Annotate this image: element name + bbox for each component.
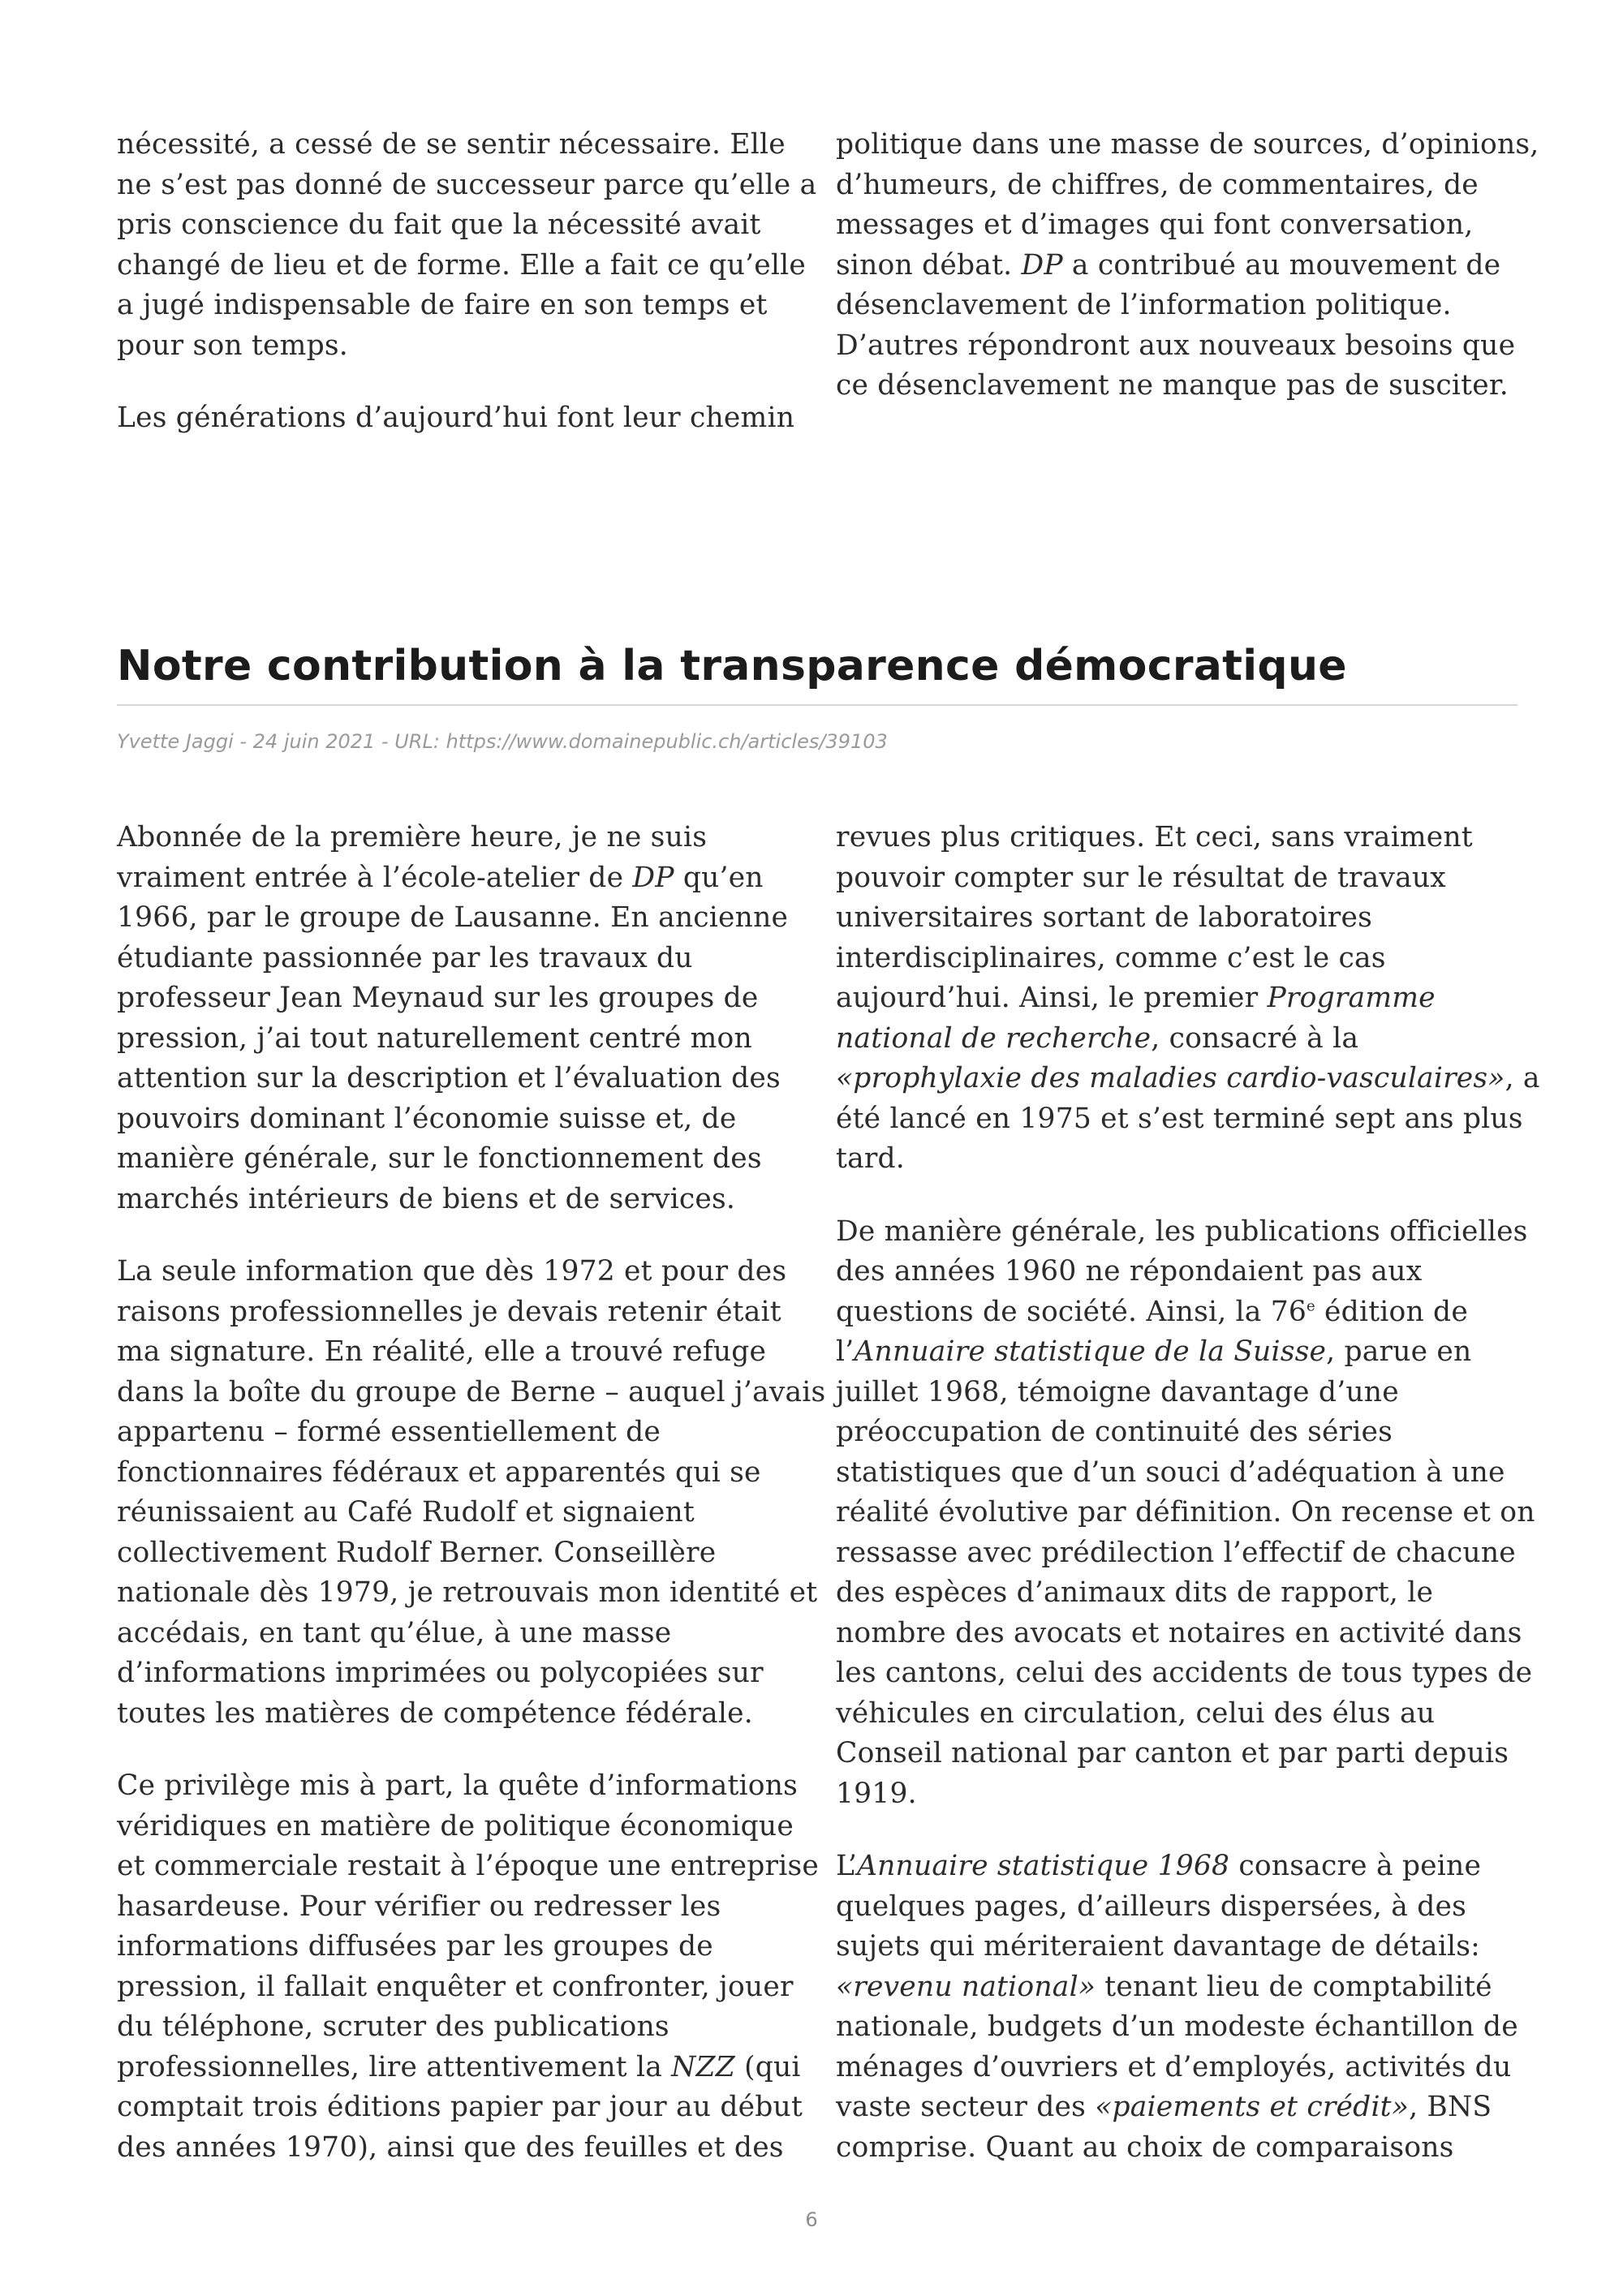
text-line: Abonnée de la première heure, je ne suis [117, 821, 708, 853]
text-line: pouvoir compter sur le résultat de travaux [836, 861, 1446, 894]
publication-name: Annuaire statistique de la Suisse [854, 1335, 1327, 1368]
text-line: d’humeurs, de chiffres, de commentaires, de [836, 168, 1479, 201]
text-line [836, 246, 1501, 286]
text-line: été lancé en 1975 et s’est terminé sept ans plus [836, 1102, 1523, 1135]
paragraph [836, 125, 1539, 406]
text-line: des espèces d’animaux dits de rapport, le [836, 1576, 1434, 1609]
text-run: aujourd’hui. Ainsi, le premier [836, 982, 1268, 1014]
text-line: De manière générale, les publications officielles [836, 1215, 1528, 1248]
title-divider [117, 704, 1518, 706]
previous-article-left-column [117, 125, 817, 439]
text-run: consacre à peine [1229, 1850, 1482, 1882]
text-line: sujets qui mériteraient davantage de détails: [836, 1930, 1481, 1963]
text-line: appartenu – formé essentiellement de [117, 1416, 661, 1448]
text-run: tenant lieu de comptabilité [1096, 1970, 1492, 2003]
text-line: pris conscience du fait que la nécessité avait [117, 209, 761, 241]
publication-name-dp: DP [632, 861, 674, 894]
text-line: nécessité, a cessé de se sentir nécessaire. Elle [117, 128, 786, 161]
text-line: nationale, budgets d’un modeste échantillon de [836, 2010, 1518, 2043]
text-line: désenclavement de l’information politique. [836, 289, 1452, 321]
quoted-term: «revenu national» [836, 1970, 1096, 2003]
previous-article-right-column [836, 125, 1539, 406]
text-line [836, 1292, 1501, 1333]
paragraph [117, 818, 789, 1219]
text-line: 1966, par le groupe de Lausanne. En ancienne [117, 901, 789, 934]
text-line: des années 1970), ainsi que des feuilles et des [117, 2130, 784, 2164]
text-run: a contribué au mouvement de [1071, 248, 1501, 282]
text-line: professeur Jean Meynaud sur les groupes de [117, 982, 759, 1014]
text-line: véhicules en circulation, celui des élus au [836, 1696, 1436, 1730]
text-line: marchés intérieurs de biens et de services. [117, 1182, 736, 1215]
text-run: l’ [836, 1335, 855, 1368]
text-run: , parue en [1326, 1335, 1472, 1368]
text-line: tard. [836, 1142, 905, 1175]
text-line: des années 1960 ne répondaient pas aux [836, 1255, 1423, 1288]
text-line: ne s’est pas donné de successeur parce qu’elle a [117, 168, 817, 201]
text-line: toutes les matières de compétence fédérale. [117, 1696, 753, 1730]
text-line [117, 858, 782, 899]
text-line [836, 978, 1501, 1019]
text-line: ma signature. En réalité, elle a trouvé refuge [117, 1335, 767, 1368]
text-line: ménages d’ouvriers et d’employés, activités du [836, 2050, 1512, 2083]
text-line: changé de lieu et de forme. Elle a fait ce qu’elle [117, 248, 807, 282]
text-line: du téléphone, scruter des publications [117, 2010, 669, 2043]
text-line [836, 1847, 1501, 1887]
text-line: réunissaient au Café Rudolf et signaient [117, 1496, 695, 1529]
text-line: pour son temps. [117, 329, 348, 362]
text-line: nationale dès 1979, je retrouvais mon identité et [117, 1576, 818, 1609]
text-line: juillet 1968, témoigne davantage d’une [836, 1375, 1399, 1408]
text-line [836, 1332, 1501, 1373]
program-topic: «prophylaxie des maladies cardio-vasculaires» [836, 1062, 1505, 1094]
text-line: raisons professionnelles je devais retenir était [117, 1295, 781, 1328]
text-line: pression, j’ai tout naturellement centré mon [117, 1021, 752, 1055]
text-line: statistiques que d’un souci d’adéquation à une [836, 1455, 1505, 1489]
text-line: manière générale, sur le fonctionnement des [117, 1142, 762, 1175]
text-run: vaste secteur des [836, 2091, 1096, 2123]
text-line: universitaires sortant de laboratoires [836, 901, 1372, 934]
text-line: informations diffusées par les groupes de [117, 1930, 713, 1963]
text-line: Conseil national par canton et par parti depuis [836, 1737, 1509, 1769]
text-run: , BNS [1409, 2091, 1492, 2123]
superscript: e [1307, 1297, 1315, 1314]
text-line: nombre des avocats et notaires en activité dans [836, 1616, 1522, 1649]
paragraph [836, 1212, 1535, 1815]
text-line: pression, il fallait enquêter et confronter, jouer [117, 1970, 794, 2003]
text-line: et commerciale restait à l’époque une entreprise [117, 1850, 819, 1882]
text-line: hasardeuse. Pour vérifier ou redresser les [117, 1890, 721, 1923]
text-line: attention sur la description et l’évaluation des [117, 1062, 781, 1094]
text-run: édition de [1315, 1295, 1468, 1328]
text-line: les cantons, celui des accidents de tous types de [836, 1657, 1533, 1689]
text-line [117, 2048, 801, 2088]
text-line: comprise. Quant au choix de comparaisons [836, 2130, 1454, 2164]
paragraph [117, 125, 817, 366]
paragraph [836, 1847, 1518, 2168]
article-title: Notre contribution à la transparence démocratique [117, 642, 1347, 690]
paragraph [117, 1252, 826, 1734]
text-line: ressasse avec prédilection l’effectif de chacune [836, 1536, 1516, 1569]
text-line [836, 1059, 1540, 1099]
text-run: , consacré à la [1151, 1021, 1359, 1055]
article-meta: Yvette Jaggi - 24 juin 2021 - URL: https://www.domainepublic.ch/articles/39103 [117, 730, 888, 753]
text-line: d’informations imprimées ou polycopiées sur [117, 1657, 764, 1689]
text-line: 1919. [836, 1777, 917, 1810]
publication-name-nzz: NZZ [671, 2050, 735, 2083]
text-line: réalité évolutive par définition. On recense et on [836, 1496, 1535, 1529]
text-line: Les générations d’aujourd’hui font leur chemin [117, 402, 795, 434]
text-line: a jugé indispensable de faire en son temps et [117, 289, 768, 321]
text-line: Ce privilège mis à part, la quête d’informations [117, 1769, 799, 1802]
text-line: collectivement Rudolf Berner. Conseillère [117, 1536, 717, 1569]
text-line: fonctionnaires fédéraux et apparentés qui se [117, 1455, 761, 1489]
text-run: vraiment entrée à l’école-atelier de [117, 861, 633, 894]
text-run: (qui [734, 2050, 801, 2083]
text-line: pouvoirs dominant l’économie suisse et, de [117, 1102, 737, 1135]
publication-name: Annuaire statistique 1968 [857, 1850, 1230, 1882]
text-line: messages et d’images qui font conversation, [836, 209, 1474, 241]
text-line: La seule information que dès 1972 et pour des [117, 1255, 787, 1288]
text-run: professionnelles, lire attentivement la [117, 2050, 672, 2083]
publication-name-dp: DP [1021, 248, 1063, 282]
text-line [836, 1019, 1501, 1060]
program-name: Programme [1267, 982, 1436, 1014]
text-line [836, 2087, 1501, 2128]
paragraph [836, 818, 1540, 1180]
text-line: étudiante passionnée par les travaux du [117, 941, 693, 974]
paragraph [117, 1766, 819, 2168]
text-run: qu’en [674, 861, 764, 894]
text-line: comptait trois éditions papier par jour au début [117, 2091, 803, 2123]
paragraph [117, 398, 795, 439]
text-line: quelques pages, d’ailleurs dispersées, à des [836, 1890, 1466, 1923]
text-line: préoccupation de continuité des séries [836, 1416, 1393, 1448]
text-run: sinon débat. [836, 248, 1022, 282]
text-run: questions de société. Ainsi, la 76 [836, 1295, 1307, 1328]
text-line: véridiques en matière de politique économique [117, 1809, 794, 1842]
article-right-column [836, 818, 1540, 2168]
page-number: 6 [805, 2208, 818, 2231]
text-line: D’autres répondront aux nouveaux besoins que [836, 329, 1516, 362]
text-line [836, 1967, 1501, 2008]
text-line: politique dans une masse de sources, d’opinions, [836, 128, 1539, 161]
text-line: accédais, en tant qu’élue, à une masse [117, 1616, 672, 1649]
text-run: L’ [836, 1850, 858, 1882]
text-line: revues plus critiques. Et ceci, sans vraiment [836, 821, 1473, 853]
article-left-column [117, 818, 826, 2168]
text-line: ce désenclavement ne manque pas de susciter. [836, 369, 1509, 402]
quoted-term: «paiements et crédit» [1095, 2091, 1410, 2123]
program-name: national de recherche [836, 1021, 1152, 1055]
text-line: dans la boîte du groupe de Berne – auquel j’avais [117, 1375, 826, 1408]
text-run: , a [1505, 1062, 1540, 1094]
text-line: interdisciplinaires, comme c’est le cas [836, 941, 1386, 974]
